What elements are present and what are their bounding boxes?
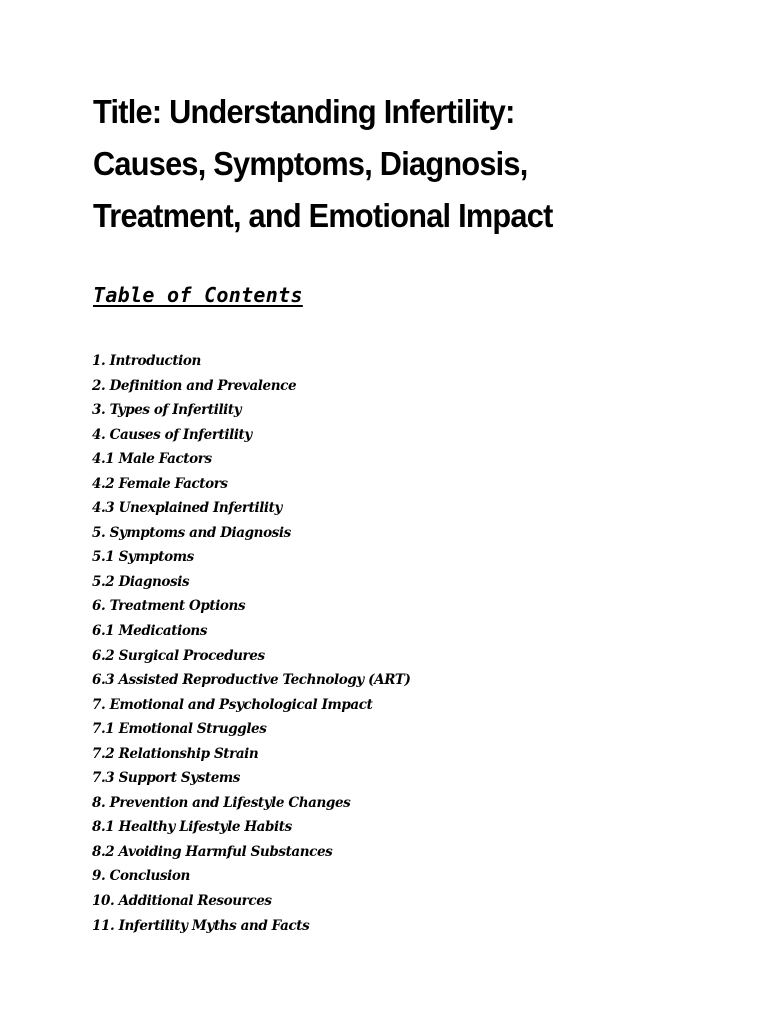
toc-item: 4. Causes of Infertility [92,426,252,443]
toc-item: 8.1 Healthy Lifestyle Habits [92,819,292,836]
toc-item: 4.2 Female Factors [92,475,228,492]
toc-item: 6.1 Medications [92,623,208,640]
toc-item: 7.3 Support Systems [92,770,240,787]
toc-item: 3. Types of Infertility [92,402,242,419]
toc-item: 7.1 Emotional Struggles [92,721,267,738]
toc-item: 4.1 Male Factors [92,451,212,468]
toc-heading: Table of Contents [93,283,303,307]
toc-item: 8. Prevention and Lifestyle Changes [92,794,351,811]
toc-item: 11. Infertility Myths and Facts [92,917,310,934]
toc-item: 6.2 Surgical Procedures [92,647,265,664]
title-line: Treatment, and Emotional Impact [93,197,553,234]
title-line: Title: Understanding Infertility: [93,93,515,130]
toc-item: 4.3 Unexplained Infertility [92,500,282,517]
toc-item: 7.2 Relationship Strain [92,745,259,762]
toc-item: 7. Emotional and Psychological Impact [92,696,373,713]
toc-list [92,349,410,938]
toc-item: 6.3 Assisted Reproductive Technology (ART) [92,672,411,689]
toc-item: 5.1 Symptoms [92,549,194,566]
toc-item: 8.2 Avoiding Harmful Substances [92,843,333,860]
toc-item: 9. Conclusion [92,868,190,885]
toc-item: 5.2 Diagnosis [92,573,190,590]
title-line: Causes, Symptoms, Diagnosis, [93,145,528,182]
toc-item: 1. Introduction [92,353,201,369]
toc-item: 10. Additional Resources [92,893,272,910]
toc-item: 6. Treatment Options [92,598,246,615]
toc-item: 2. Definition and Prevalence [92,377,297,394]
document-title [93,86,688,242]
toc-item: 5. Symptoms and Diagnosis [92,524,291,541]
